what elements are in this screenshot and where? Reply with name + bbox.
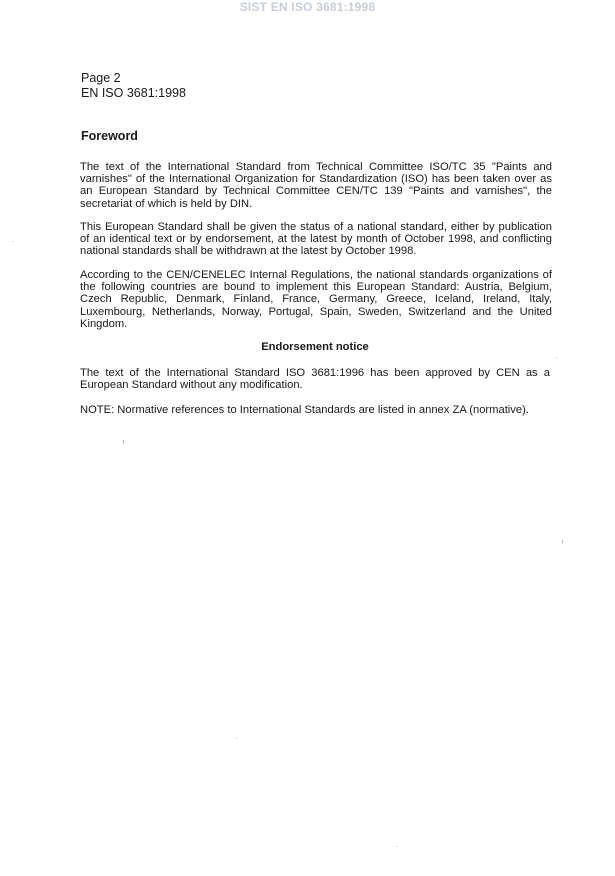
scan-speck	[12, 241, 13, 242]
normative-note: NOTE: Normative references to International Standards are listed in annex ZA (normative).	[80, 404, 529, 416]
scan-speck	[556, 357, 557, 358]
foreword-paragraph-3: According to the CEN/CENELEC Internal Regulations, the national standards organizations of the following countries are bound to implement this European Standard: Austria, Belgium, Czech Republic, Denmark, Finland, France, Germany, Greece, Iceland, Ireland, Italy, Luxembourg, Netherlands, Norway, Portugal, Spain, Sweden, Switzerland and the United Kingdom.	[80, 269, 552, 330]
scan-speck	[123, 440, 124, 444]
page-number: Page 2	[81, 71, 121, 85]
foreword-heading: Foreword	[81, 129, 138, 143]
foreword-paragraph-1: The text of the International Standard from Technical Committee ISO/TC 35 "Paints and varnishes" of the International Organization for Standardization (ISO) has been taken over as an European Standard by Technical Committee CEN/TC 139 "Paints and varnishes", the secretariat of which is held by DIN.	[80, 161, 552, 210]
watermark: SIST EN ISO 3681:1998	[239, 0, 376, 14]
scan-speck	[396, 846, 397, 847]
standard-id: EN ISO 3681:1998	[81, 86, 186, 100]
endorsement-text: The text of the International Standard ISO 3681:1996 has been approved by CEN as a European Standard without any modification.	[80, 367, 550, 392]
foreword-paragraph-2: This European Standard shall be given the status of a national standard, either by publication of an identical text or by endorsement, at the latest by month of October 1998, and conflicting national standards shall be withdrawn at the latest by October 1998.	[80, 221, 552, 258]
scan-speck	[236, 738, 237, 739]
endorsement-heading: Endorsement notice	[261, 341, 369, 353]
scan-speck	[562, 540, 563, 543]
page-header	[81, 71, 186, 101]
